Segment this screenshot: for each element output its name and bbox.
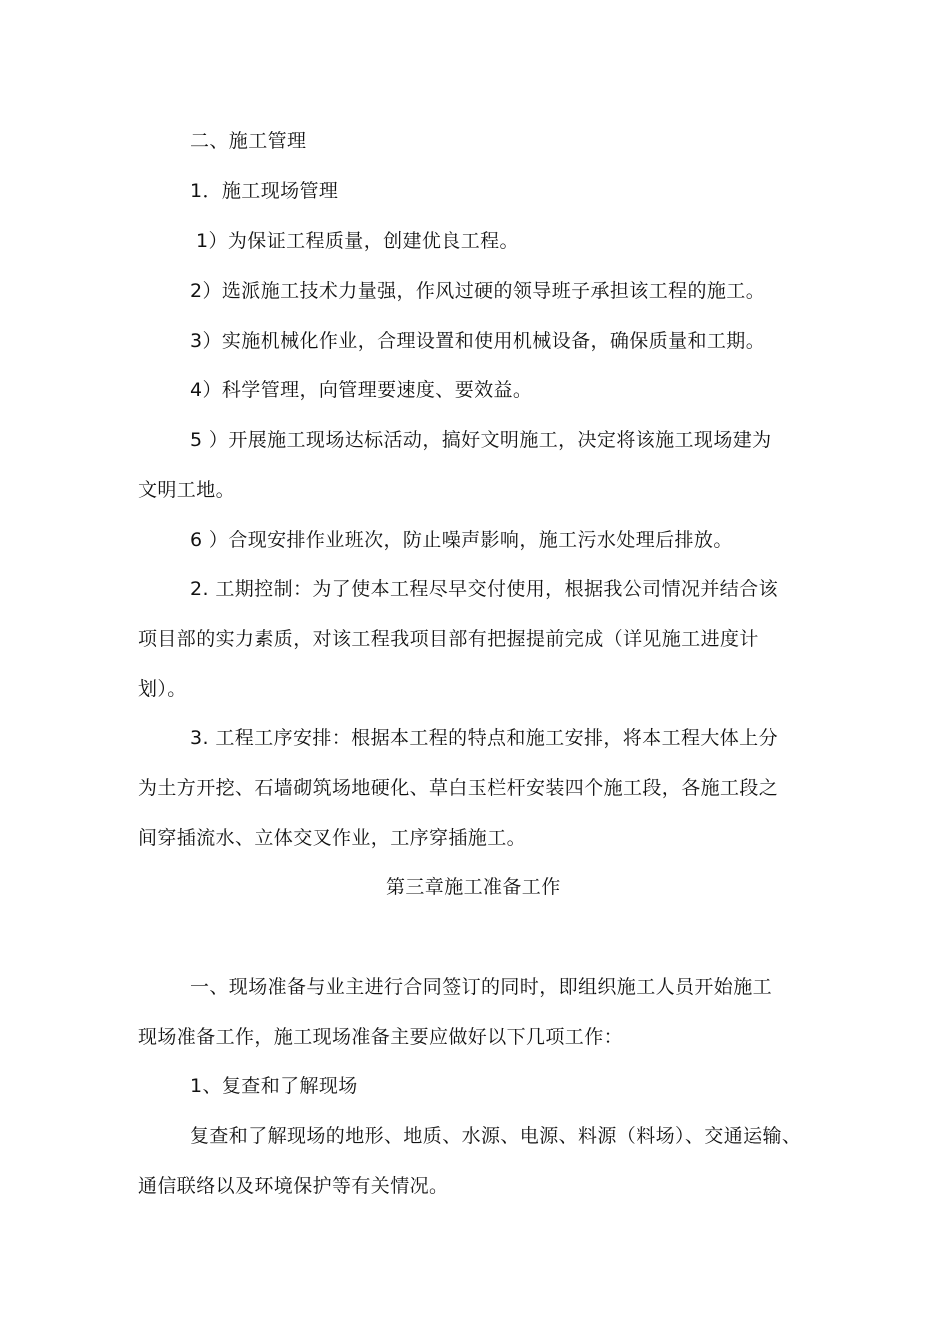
paragraph-schedule-control-line1: 2. 工期控制：为了使本工程尽早交付使用，根据我公司情况并结合该 xyxy=(190,578,778,600)
subheading-site-management: 1．施工现场管理 xyxy=(190,180,339,202)
paragraph-site-preparation-line2: 现场准备工作，施工现场准备主要应做好以下几项工作： xyxy=(138,1026,624,1048)
list-item-1: 1）为保证工程质量，创建优良工程。 xyxy=(196,230,519,252)
paragraph-review-site-line1: 复查和了解现场的地形、地质、水源、电源、料源（料场）、交通运输、 xyxy=(190,1125,802,1147)
paragraph-review-site-line2: 通信联络以及环境保护等有关情况。 xyxy=(138,1175,449,1197)
paragraph-process-arrangement-line3: 间穿插流水、立体交叉作业，工序穿插施工。 xyxy=(138,827,527,849)
section-heading-construction-management: 二、施工管理 xyxy=(190,130,307,152)
list-item-5-line1: 5 ）开展施工现场达标活动，搞好文明施工，决定将该施工现场建为 xyxy=(190,429,772,451)
paragraph-site-preparation-line1: 一、现场准备与业主进行合同签订的同时，即组织施工人员开始施工 xyxy=(190,976,773,998)
list-item-4: 4）科学管理，向管理要速度、要效益。 xyxy=(190,379,533,401)
subheading-review-site: 1、复查和了解现场 xyxy=(190,1075,358,1097)
list-item-2: 2）选派施工技术力量强，作风过硬的领导班子承担该工程的施工。 xyxy=(190,280,766,302)
paragraph-schedule-control-line3: 划）。 xyxy=(138,678,187,700)
paragraph-process-arrangement-line1: 3. 工程工序安排：根据本工程的特点和施工安排，将本工程大体上分 xyxy=(190,727,778,749)
paragraph-schedule-control-line2: 项目部的实力素质，对该工程我项目部有把握提前完成（详见施工进度计 xyxy=(138,628,759,650)
paragraph-process-arrangement-line2: 为土方开挖、石墙砌筑场地硬化、草白玉栏杆安装四个施工段，各施工段之 xyxy=(138,777,779,799)
list-item-5-line2: 文明工地。 xyxy=(138,479,236,501)
list-item-6: 6 ）合现安排作业班次，防止噪声影响，施工污水处理后排放。 xyxy=(190,529,733,551)
list-item-3: 3）实施机械化作业，合理设置和使用机械设备，确保质量和工期。 xyxy=(190,330,766,352)
chapter-title: 第三章施工准备工作 xyxy=(386,876,561,898)
